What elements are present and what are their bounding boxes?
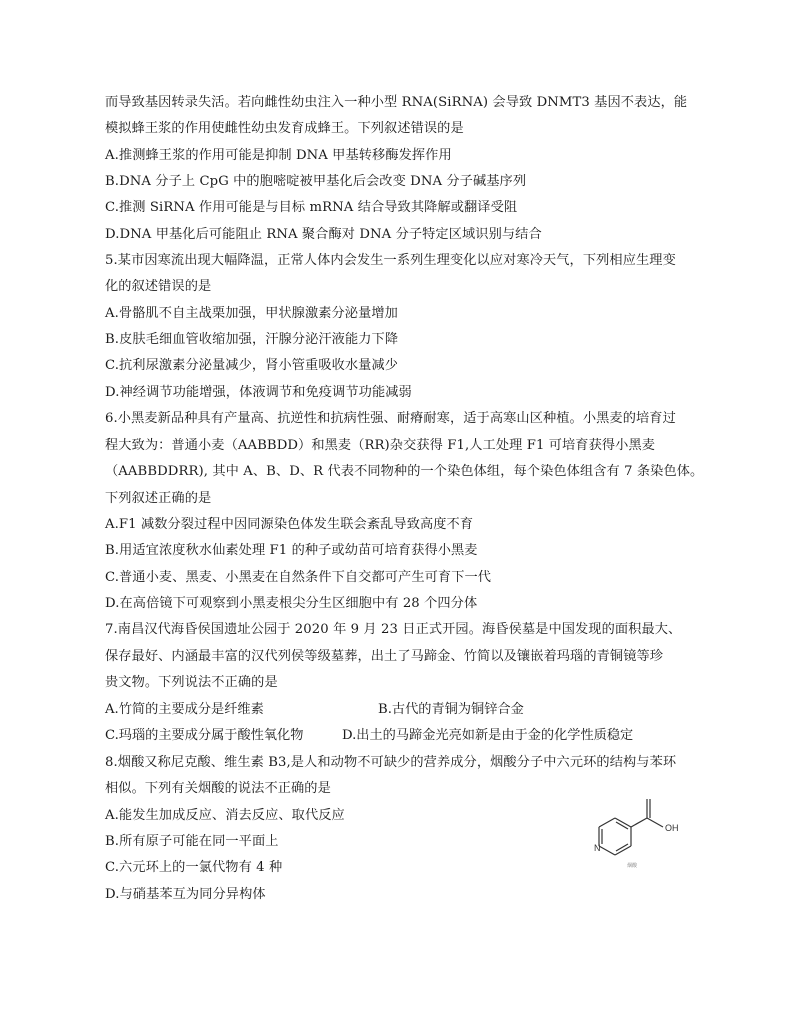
q5-option-d: D.神经调节功能增强，体液调节和免疫调节功能减弱 xyxy=(105,385,412,400)
q4-option-c: C.推测 SiRNA 作用可能是与目标 mRNA 结合导致其降解或翻译受阻 xyxy=(105,200,518,215)
q4-option-d: D.DNA 甲基化后可能阻止 RNA 聚合酶对 DNA 分子特定区域识别与结合 xyxy=(105,227,542,242)
q7-stem-line-3: 贵文物。下列说法不正确的是 xyxy=(105,675,278,690)
q7-stem-line-2: 保存最好、内涵最丰富的汉代列侯等级墓葬，出土了马蹄金、竹简以及镶嵌着玛瑙的青铜镜等珍 xyxy=(105,649,664,664)
q8-option-d: D.与硝基苯互为同分异构体 xyxy=(105,887,266,902)
q8-option-c: C.六元环上的一氯代物有 4 种 xyxy=(105,860,283,875)
q8-stem-line-2: 相似。下列有关烟酸的说法不正确的是 xyxy=(105,781,331,796)
q4-stem-line-1: 而导致基因转录失活。若向雌性幼虫注入一种小型 RNA(SiRNA) 会导致 DNMT3 基因不表达，能 xyxy=(105,95,688,110)
q7-option-c: C.玛瑙的主要成分属于酸性氧化物 xyxy=(105,728,304,743)
q5-option-a: A.骨骼肌不自主战栗加强，甲状腺激素分泌量增加 xyxy=(105,306,398,321)
q8-stem-line-1: 8.烟酸又称尼克酸、维生素 B3,是人和动物不可缺少的营养成分，烟酸分子中六元环的结构与苯环 xyxy=(105,755,677,770)
q5-stem-line-2: 化的叙述错误的是 xyxy=(105,279,212,294)
q4-stem-line-2: 模拟蜂王浆的作用使雌性幼虫发育成蜂王。下列叙述错误的是 xyxy=(105,121,464,136)
q6-option-d: D.在高倍镜下可观察到小黑麦根尖分生区细胞中有 28 个四分体 xyxy=(105,596,478,611)
q4-option-b: B.DNA 分子上 CpG 中的胞嘧啶被甲基化后会改变 DNA 分子碱基序列 xyxy=(105,174,527,189)
q8-option-b: B.所有原子可能在同一平面上 xyxy=(105,834,279,849)
q6-stem-line-2: 程大致为：普通小麦（AABBDD）和黑麦（RR)杂交获得 F1,人工处理 F1 可培育获得小黑麦 xyxy=(105,438,656,453)
molecule-caption: 烟酸 xyxy=(627,863,638,869)
q4-option-a: A.推测蜂王浆的作用可能是抑制 DNA 甲基转移酶发挥作用 xyxy=(105,148,452,163)
q5-option-b: B.皮肤毛细血管收缩加强，汗腺分泌汗液能力下降 xyxy=(105,332,399,347)
molecule-bonds xyxy=(599,799,663,855)
nicotinic-acid-structure xyxy=(585,785,705,870)
q6-option-b: B.用适宜浓度秋水仙素处理 F1 的种子或幼苗可培育获得小黑麦 xyxy=(105,543,478,558)
q6-stem-line-3: （AABBDDRR), 其中 A、B、D、R 代表不同物种的一个染色体组，每个染色体组含有 7 条染色体。 xyxy=(105,464,704,479)
q6-stem-line-4: 下列叙述正确的是 xyxy=(105,491,212,506)
q5-option-c: C.抗利尿激素分泌量减少，肾小管重吸收水量减少 xyxy=(105,358,399,373)
q6-option-c: C.普通小麦、黑麦、小黑麦在自然条件下自交都可产生可育下一代 xyxy=(105,570,492,585)
nitrogen-label: N xyxy=(594,843,601,853)
q5-stem-line-1: 5.某市因寒流出现大幅降温，正常人体内会发生一系列生理变化以应对寒冷天气，下列相应生理变 xyxy=(105,253,676,268)
q6-stem-line-1: 6.小黑麦新品种具有产量高、抗逆性和抗病性强、耐瘠耐寒，适于高寒山区种植。小黑麦的培育过 xyxy=(105,411,676,426)
q7-option-d: D.出土的马蹄金光亮如新是由于金的化学性质稳定 xyxy=(342,728,634,743)
q6-option-a: A.F1 减数分裂过程中因同源染色体发生联会紊乱导致高度不育 xyxy=(105,517,474,532)
q8-option-a: A.能发生加成反应、消去反应、取代反应 xyxy=(105,808,345,823)
q7-option-a: A.竹简的主要成分是纤维素 xyxy=(105,702,264,717)
q7-stem-line-1: 7.南昌汉代海昏侯国遗址公园于 2020 年 9 月 23 日正式开园。海昏侯墓是中国发现的面积最大、 xyxy=(105,622,682,637)
hydroxyl-label: OH xyxy=(665,823,679,833)
q7-option-b: B.古代的青铜为铜锌合金 xyxy=(378,702,524,717)
